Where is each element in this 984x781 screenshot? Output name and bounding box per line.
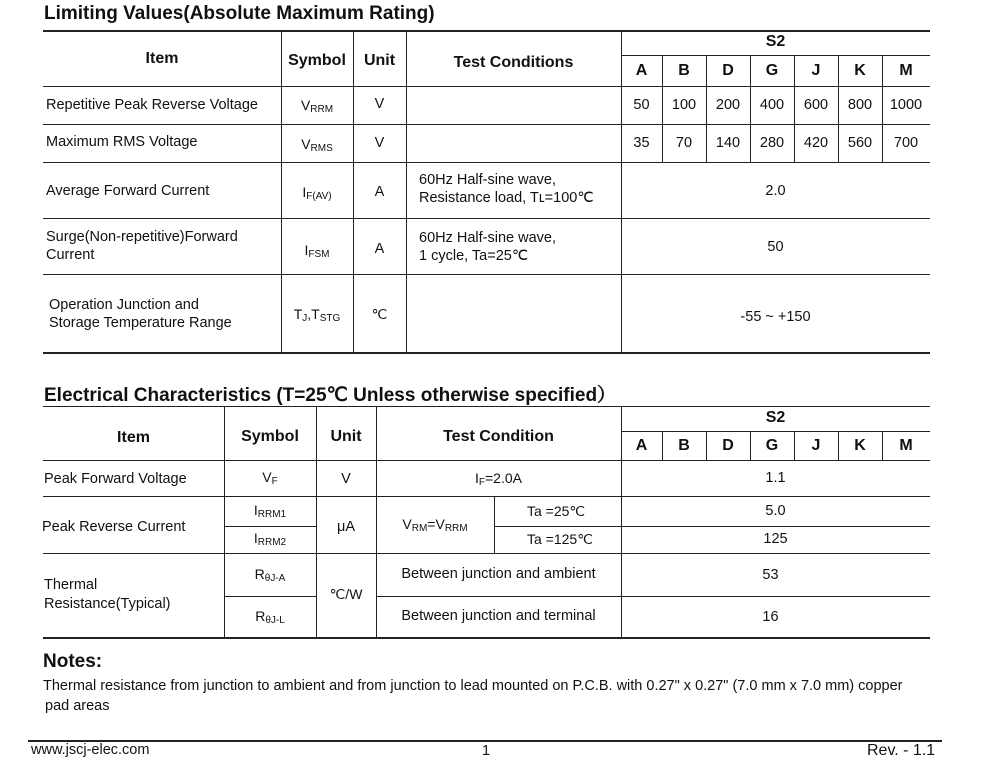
- row-value: 600: [803, 97, 829, 113]
- row-symbol: $T_J,T_{STG}$: [293, 306, 341, 324]
- header-test-condition: Test Condition: [443, 428, 554, 445]
- row-condition: Between junction and ambient: [401, 566, 596, 582]
- row-condition: $V_{RM}=V_{RRM}$: [402, 516, 468, 534]
- header-test-conditions: Test Conditions: [453, 54, 574, 71]
- row-item-label: Average Forward Current: [46, 183, 210, 199]
- row-value: 140: [715, 135, 741, 151]
- row-value: -55 ~ +150: [740, 309, 811, 325]
- row-unit: A: [374, 241, 385, 257]
- header-unit: Unit: [363, 52, 396, 69]
- row-condition: $I_F=2.0A$: [475, 470, 522, 488]
- row-symbol: $R_{\theta J-A}$: [254, 566, 286, 584]
- row-value: 200: [715, 97, 741, 113]
- row-item-label: Repetitive Peak Reverse Voltage: [46, 97, 258, 113]
- grade-header: K: [854, 437, 866, 454]
- grade-header: G: [765, 437, 779, 454]
- row-value: 5.0: [765, 503, 786, 519]
- row-condition-line: Resistance load, Tʟ=100℃: [419, 190, 594, 206]
- row-value: 700: [893, 135, 919, 151]
- footer-rule: [28, 740, 942, 742]
- row-item-label-line2: Current: [46, 247, 95, 263]
- row-condition: Between junction and terminal: [401, 608, 596, 624]
- row-symbol: $V_{RRM}$: [300, 97, 334, 115]
- row-value: 100: [671, 97, 697, 113]
- row-value: 50: [767, 239, 784, 255]
- row-unit: ℃/W: [329, 586, 363, 602]
- header-item: Item: [117, 429, 150, 446]
- header-unit: Unit: [330, 428, 362, 445]
- row-value: 800: [847, 97, 873, 113]
- row-item-label: Thermal: [44, 577, 98, 593]
- row-value: 1000: [889, 97, 923, 113]
- limiting-title: Limiting Values(Absolute Maximum Rating): [44, 3, 435, 24]
- row-item-label-line2: Resistance(Typical): [44, 596, 171, 612]
- row-item-label: Peak Reverse Current: [42, 519, 186, 535]
- row-item-label: Surge(Non-repetitive)Forward: [46, 229, 238, 245]
- row-value: 1.1: [765, 470, 786, 486]
- row-condition-line: 60Hz Half-sine wave,: [419, 230, 556, 246]
- row-value: 16: [762, 609, 779, 625]
- row-unit: V: [374, 96, 385, 112]
- header-item: Item: [145, 50, 179, 67]
- footer-page-number: 1: [482, 743, 491, 759]
- header-group-s2: S2: [765, 33, 786, 50]
- row-value: 560: [847, 135, 873, 151]
- row-symbol: $V_{RMS}$: [301, 136, 333, 154]
- notes-text: Thermal resistance from junction to ambient and from junction to lead mounted on P.C.B. with 0.27" x 0.27" (7.0 mm x 7.0 mm) copper: [43, 678, 903, 694]
- row-value: 53: [762, 567, 779, 583]
- row-item-label-line2: Storage Temperature Range: [49, 315, 232, 331]
- row-symbol: $I_{RRM1}$: [253, 502, 287, 520]
- row-value: 70: [675, 135, 693, 151]
- grade-header: A: [635, 437, 648, 454]
- footer-revision: Rev. - 1.1: [867, 742, 936, 759]
- row-symbol: $V_F$: [262, 469, 278, 487]
- grade-header: K: [854, 62, 866, 79]
- row-value: 125: [763, 531, 788, 547]
- row-unit: μA: [336, 519, 356, 535]
- grade-header: M: [899, 62, 913, 79]
- row-value: 400: [759, 97, 785, 113]
- row-value: 50: [633, 97, 650, 113]
- row-unit: V: [374, 135, 385, 151]
- grade-header: M: [899, 437, 913, 454]
- row-item-label: Operation Junction and: [49, 297, 199, 313]
- row-symbol: $R_{\theta J-L}$: [255, 608, 285, 626]
- electrical-title: Electrical Characteristics (T=25℃ Unless otherwise specified）: [44, 385, 617, 406]
- row-symbol: $I_{FSM}$: [304, 242, 330, 260]
- grade-header: G: [765, 62, 779, 79]
- grade-header: B: [678, 437, 690, 454]
- grade-header: D: [722, 62, 734, 79]
- row-condition-line: 1 cycle, Ta=25℃: [419, 248, 529, 264]
- row-unit: V: [341, 471, 351, 487]
- row-temperature: Ta =125℃: [527, 531, 593, 547]
- header-symbol: Symbol: [241, 428, 299, 445]
- grade-header: A: [635, 62, 648, 79]
- grade-header: J: [811, 437, 821, 454]
- row-unit: ℃: [371, 306, 388, 322]
- row-temperature: Ta =25℃: [527, 503, 586, 519]
- row-unit: A: [374, 184, 385, 200]
- grade-header: J: [811, 62, 821, 79]
- row-condition-line: 60Hz Half-sine wave,: [419, 172, 556, 188]
- notes-title: Notes:: [43, 651, 103, 672]
- row-value: 420: [803, 135, 829, 151]
- grade-header: B: [678, 62, 690, 79]
- row-value: 280: [759, 135, 785, 151]
- row-symbol: $I_{RRM2}$: [253, 530, 287, 548]
- row-value: 2.0: [765, 183, 786, 199]
- row-symbol: $I_{F(AV)}$: [302, 184, 332, 202]
- header-group-s2: S2: [765, 409, 786, 426]
- row-item-label: Maximum RMS Voltage: [46, 134, 198, 150]
- notes-text-line2: pad areas: [45, 698, 110, 714]
- footer-website[interactable]: www.jscj-elec.com: [31, 742, 150, 758]
- row-item-label: Peak Forward Voltage: [44, 471, 187, 487]
- header-symbol: Symbol: [288, 52, 346, 69]
- grade-header: D: [722, 437, 734, 454]
- row-value: 35: [633, 135, 650, 151]
